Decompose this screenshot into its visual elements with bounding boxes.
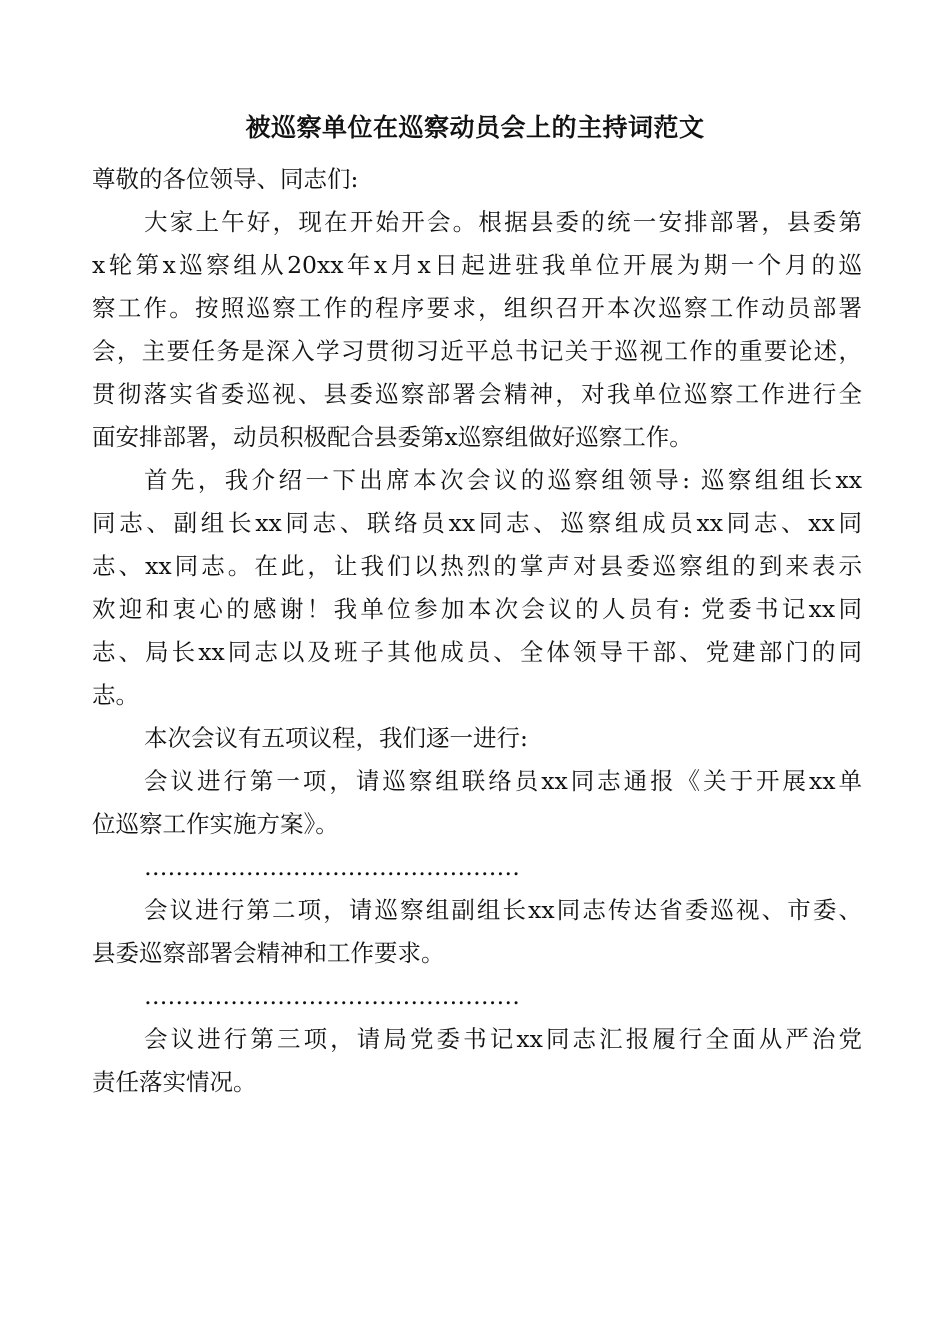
- paragraph-line: 责任落实情况。: [92, 1068, 257, 1096]
- document-body: [92, 158, 862, 1104]
- paragraph-line: 会，主要任务是深入学习贯彻习近平总书记关于巡视工作的重要论述，: [92, 337, 862, 365]
- paragraph-line: 志、局长xx同志以及班子其他成员、全体领导干部、党建部门的同: [92, 638, 862, 666]
- paragraph-line: 志、xx同志。在此，让我们以热烈的掌声对县委巡察组的到来表示: [92, 552, 862, 580]
- paragraph-line: 同志、副组长xx同志、联络员xx同志、巡察组成员xx同志、xx同: [92, 509, 862, 537]
- paragraph-line: 大家上午好，现在开始开会。根据县委的统一安排部署，县委第: [144, 208, 862, 236]
- paragraph-line: 面安排部署，动员积极配合县委第x巡察组做好巡察工作。: [92, 423, 693, 451]
- paragraph-line: x轮第x巡察组从20xx年x月x日起进驻我单位开展为期一个月的巡: [92, 251, 862, 279]
- paragraph-line: 察工作。按照巡察工作的程序要求，组织召开本次巡察工作动员部署: [92, 294, 862, 322]
- paragraph-line: 县委巡察部署会精神和工作要求。: [92, 939, 445, 967]
- paragraph-line: 贯彻落实省委巡视、县委巡察部署会精神，对我单位巡察工作进行全: [92, 380, 862, 408]
- paragraph-line: 位巡察工作实施方案》。: [92, 810, 339, 838]
- agenda-item-2: 会议进行第二项，请巡察组副组长xx同志传达省委巡视、市委、: [144, 896, 862, 924]
- ellipsis-separator: …………………………………………: [144, 982, 520, 1010]
- agenda-intro: 本次会议有五项议程，我们逐一进行:: [144, 724, 528, 752]
- document-title: 被巡察单位在巡察动员会上的主持词范文: [245, 113, 705, 142]
- agenda-item-1: 会议进行第一项，请巡察组联络员xx同志通报《关于开展xx单: [144, 767, 862, 795]
- ellipsis-separator: …………………………………………: [144, 853, 520, 881]
- salutation: 尊敬的各位领导、同志们:: [92, 165, 359, 193]
- paragraph-line: 欢迎和衷心的感谢！我单位参加本次会议的人员有: 党委书记xx同: [92, 595, 862, 623]
- agenda-item-3: 会议进行第三项，请局党委书记xx同志汇报履行全面从严治党: [144, 1025, 862, 1053]
- paragraph-line: 首先，我介绍一下出席本次会议的巡察组领导: 巡察组组长xx: [144, 466, 862, 494]
- paragraph-line: 志。: [92, 681, 139, 709]
